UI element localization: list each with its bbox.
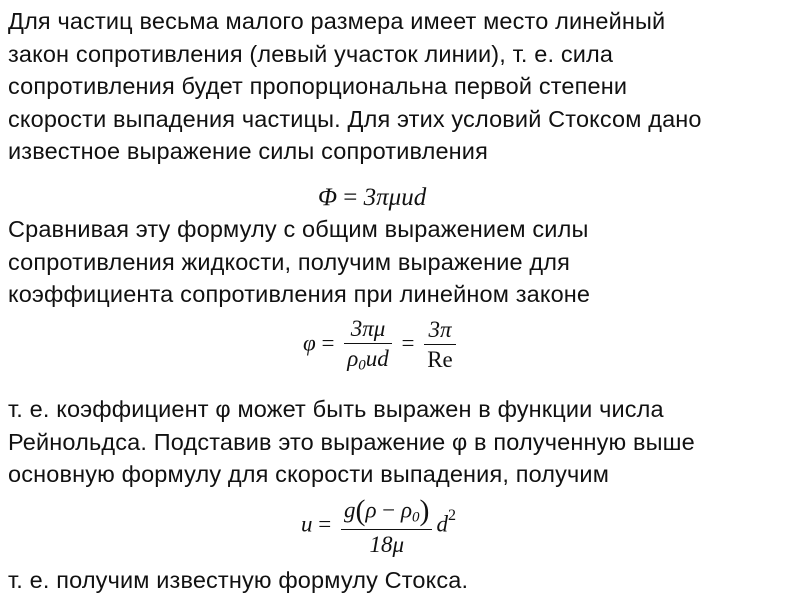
formula-equals: =	[312, 511, 337, 537]
rho-symbol: ρ	[365, 497, 377, 523]
text-line: коэффициента сопротивления при линейном законе	[8, 281, 591, 307]
fraction-numerator	[341, 494, 432, 530]
paragraph-reynolds	[8, 393, 793, 491]
fraction-first	[344, 316, 392, 375]
formula-lhs: Φ	[318, 184, 338, 211]
paragraph-comparison	[8, 213, 793, 311]
fraction-denominator	[344, 344, 392, 375]
text-line: основную формулу для скорости выпадения, получим	[8, 461, 610, 487]
formula-stokes-force	[318, 184, 426, 212]
fraction-second	[424, 317, 456, 373]
text-line: сопротивления жидкости, получим выражение для	[8, 248, 570, 275]
formula-drag-coefficient	[303, 316, 460, 375]
text-line: т. е. коэффициент φ может быть выражен в функции числа	[8, 396, 664, 422]
paragraph-stokes-intro	[8, 5, 793, 168]
fraction-numerator: 3πμ	[344, 316, 392, 344]
close-paren: )	[419, 494, 430, 527]
formula-equals: =	[337, 184, 364, 211]
text-line: известное выражение силы сопротивления	[8, 138, 488, 164]
formula-equals-second: =	[395, 330, 421, 356]
fraction-numerator: 3π	[424, 317, 456, 345]
minus-sign: −	[376, 497, 401, 523]
rho0-subscript: 0	[412, 509, 420, 526]
text-line: Для частиц весьма малого размера имеет место линейный	[8, 8, 666, 34]
denominator-rest: ud	[365, 346, 389, 371]
text-line: закон сопротивления (левый участок линии), т. е. сила	[8, 40, 614, 67]
formula-lhs: φ	[303, 330, 316, 356]
fraction-denominator: Re	[427, 347, 453, 373]
formula-lhs: u	[301, 511, 313, 537]
rho-subscript: 0	[358, 357, 366, 374]
formula-rhs: 3πμud	[363, 184, 427, 211]
diameter-exponent: 2	[447, 507, 457, 525]
formula-equals: =	[315, 330, 341, 356]
rho-symbol: ρ	[347, 346, 359, 371]
text-line: Рейнольдса. Подставив это выражение φ в полученную выше	[8, 428, 695, 455]
gravity-symbol: g	[343, 497, 356, 523]
text-line: т. е. получим известную формулу Стокса.	[8, 567, 469, 593]
paragraph-conclusion	[8, 564, 793, 597]
text-line: Сравнивая эту формулу с общим выражением силы	[8, 216, 589, 242]
diameter-symbol: d	[436, 511, 448, 537]
rho0-symbol: ρ	[400, 497, 413, 523]
text-line: сопротивления будет пропорциональна первой степени	[8, 73, 628, 99]
fraction-main	[341, 494, 432, 558]
text-line: скорости выпадения частицы. Для этих условий Стоксом дано	[8, 105, 702, 132]
fraction-denominator: 18μ	[369, 532, 404, 557]
open-paren: (	[355, 494, 366, 527]
formula-settling-velocity	[301, 494, 456, 558]
